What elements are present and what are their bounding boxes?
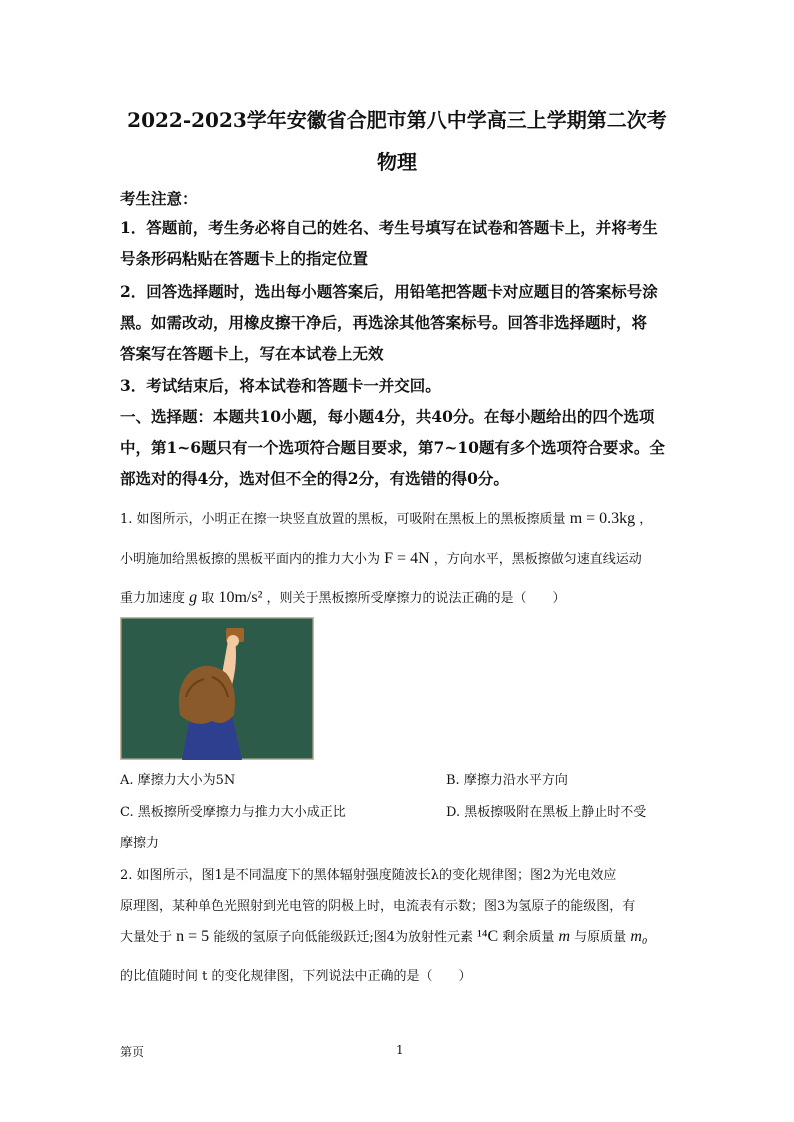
question-text: 取 <box>201 591 215 606</box>
option-d-continued: 摩擦力 <box>120 836 160 851</box>
math-m: m <box>558 928 571 945</box>
option-d: D. 黑板擦吸附在黑板上静止时不受 <box>446 805 647 820</box>
section-heading-line: 部选对的得4分，选对但不全的得2分，有选错的得0分。 <box>120 469 509 488</box>
question-2-line-1: 2. 如图所示，图1是不同温度下的黑体辐射强度随波长λ的变化规律图；图2为光电效应 <box>120 868 617 883</box>
question-text: 能级的氢原子向低能级跃迁;图4为放射性元素 <box>213 930 473 945</box>
math-mass: m = 0.3kg <box>569 510 636 527</box>
option-b: B. 摩擦力沿水平方向 <box>446 773 568 788</box>
notice-line: 黑。如需改动，用橡皮擦干净后，再选涂其他答案标号。回答非选择题时，将 <box>120 313 648 332</box>
math-force: F = 4N <box>384 550 430 567</box>
math-isotope: ¹⁴C <box>477 928 499 945</box>
option-c: C. 黑板擦所受摩擦力与推力大小成正比 <box>120 805 346 820</box>
question-text: ， <box>639 512 653 527</box>
option-a: A. 摩擦力大小为5N <box>120 773 236 788</box>
question-1-line-1 <box>120 508 652 528</box>
section-heading-line: 中，第1~6题只有一个选项符合题目要求，第7~10题有多个选项符合要求。全 <box>120 438 665 457</box>
blackboard-illustration <box>120 617 314 760</box>
question-1-line-2 <box>120 548 642 568</box>
notice-heading: 考生注意： <box>120 189 198 208</box>
footer-page-label: 第页 <box>120 1045 145 1059</box>
question-text: ，方向水平，黑板擦做匀速直线运动 <box>433 552 642 567</box>
question-text: 重力加速度 <box>120 591 186 606</box>
math-g: g <box>189 589 198 606</box>
notice-line: 号条形码粘贴在答题卡上的指定位置 <box>120 249 369 268</box>
math-acceleration: 10m/s² <box>218 589 263 606</box>
question-2-line-2: 原理图，某种单色光照射到光电管的阴极上时，电流表有示数；图3为氢原子的能级图，有 <box>120 899 636 914</box>
question-text: 1. 如图所示，小明正在擦一块竖直放置的黑板，可吸附在黑板上的黑板擦质量 <box>120 512 566 527</box>
notice-line: 2．回答选择题时，选出每小题答案后，用铅笔把答题卡对应题目的答案标号涂 <box>120 282 658 301</box>
subject-title: 物理 <box>377 150 417 174</box>
section-heading-line: 一、选择题：本题共10小题，每小题4分，共40分。在每小题给出的四个选项 <box>120 407 655 426</box>
question-text: 小明施加给黑板擦的黑板平面内的推力大小为 <box>120 552 381 567</box>
question-2-line-4: 的比值随时间 t 的变化规律图，下列说法中正确的是（ ） <box>120 969 472 984</box>
question-text: 与原质量 <box>574 930 627 945</box>
exam-title: 2022-2023学年安徽省合肥市第八中学高三上学期第二次考 <box>127 108 667 132</box>
question-2-line-3 <box>120 926 647 946</box>
notice-line: 答案写在答题卡上，写在本试卷上无效 <box>120 344 384 363</box>
footer-page-number: 1 <box>396 1043 404 1057</box>
math-energy-level: n = 5 <box>176 928 210 945</box>
question-1-line-3 <box>120 587 566 607</box>
notice-line: 3．考试结束后，将本试卷和答题卡一并交回。 <box>120 376 441 395</box>
notice-line: 1．答题前，考生务必将自己的姓名、考生号填写在试卷和答题卡上，并将考生 <box>120 218 658 237</box>
math-m0: m₀ <box>630 928 648 945</box>
question-text: 剩余质量 <box>502 930 555 945</box>
question-text: 大量处于 <box>120 930 173 945</box>
question-text: ，则关于黑板擦所受摩擦力的说法正确的是（ ） <box>266 591 566 606</box>
hand <box>227 635 239 647</box>
